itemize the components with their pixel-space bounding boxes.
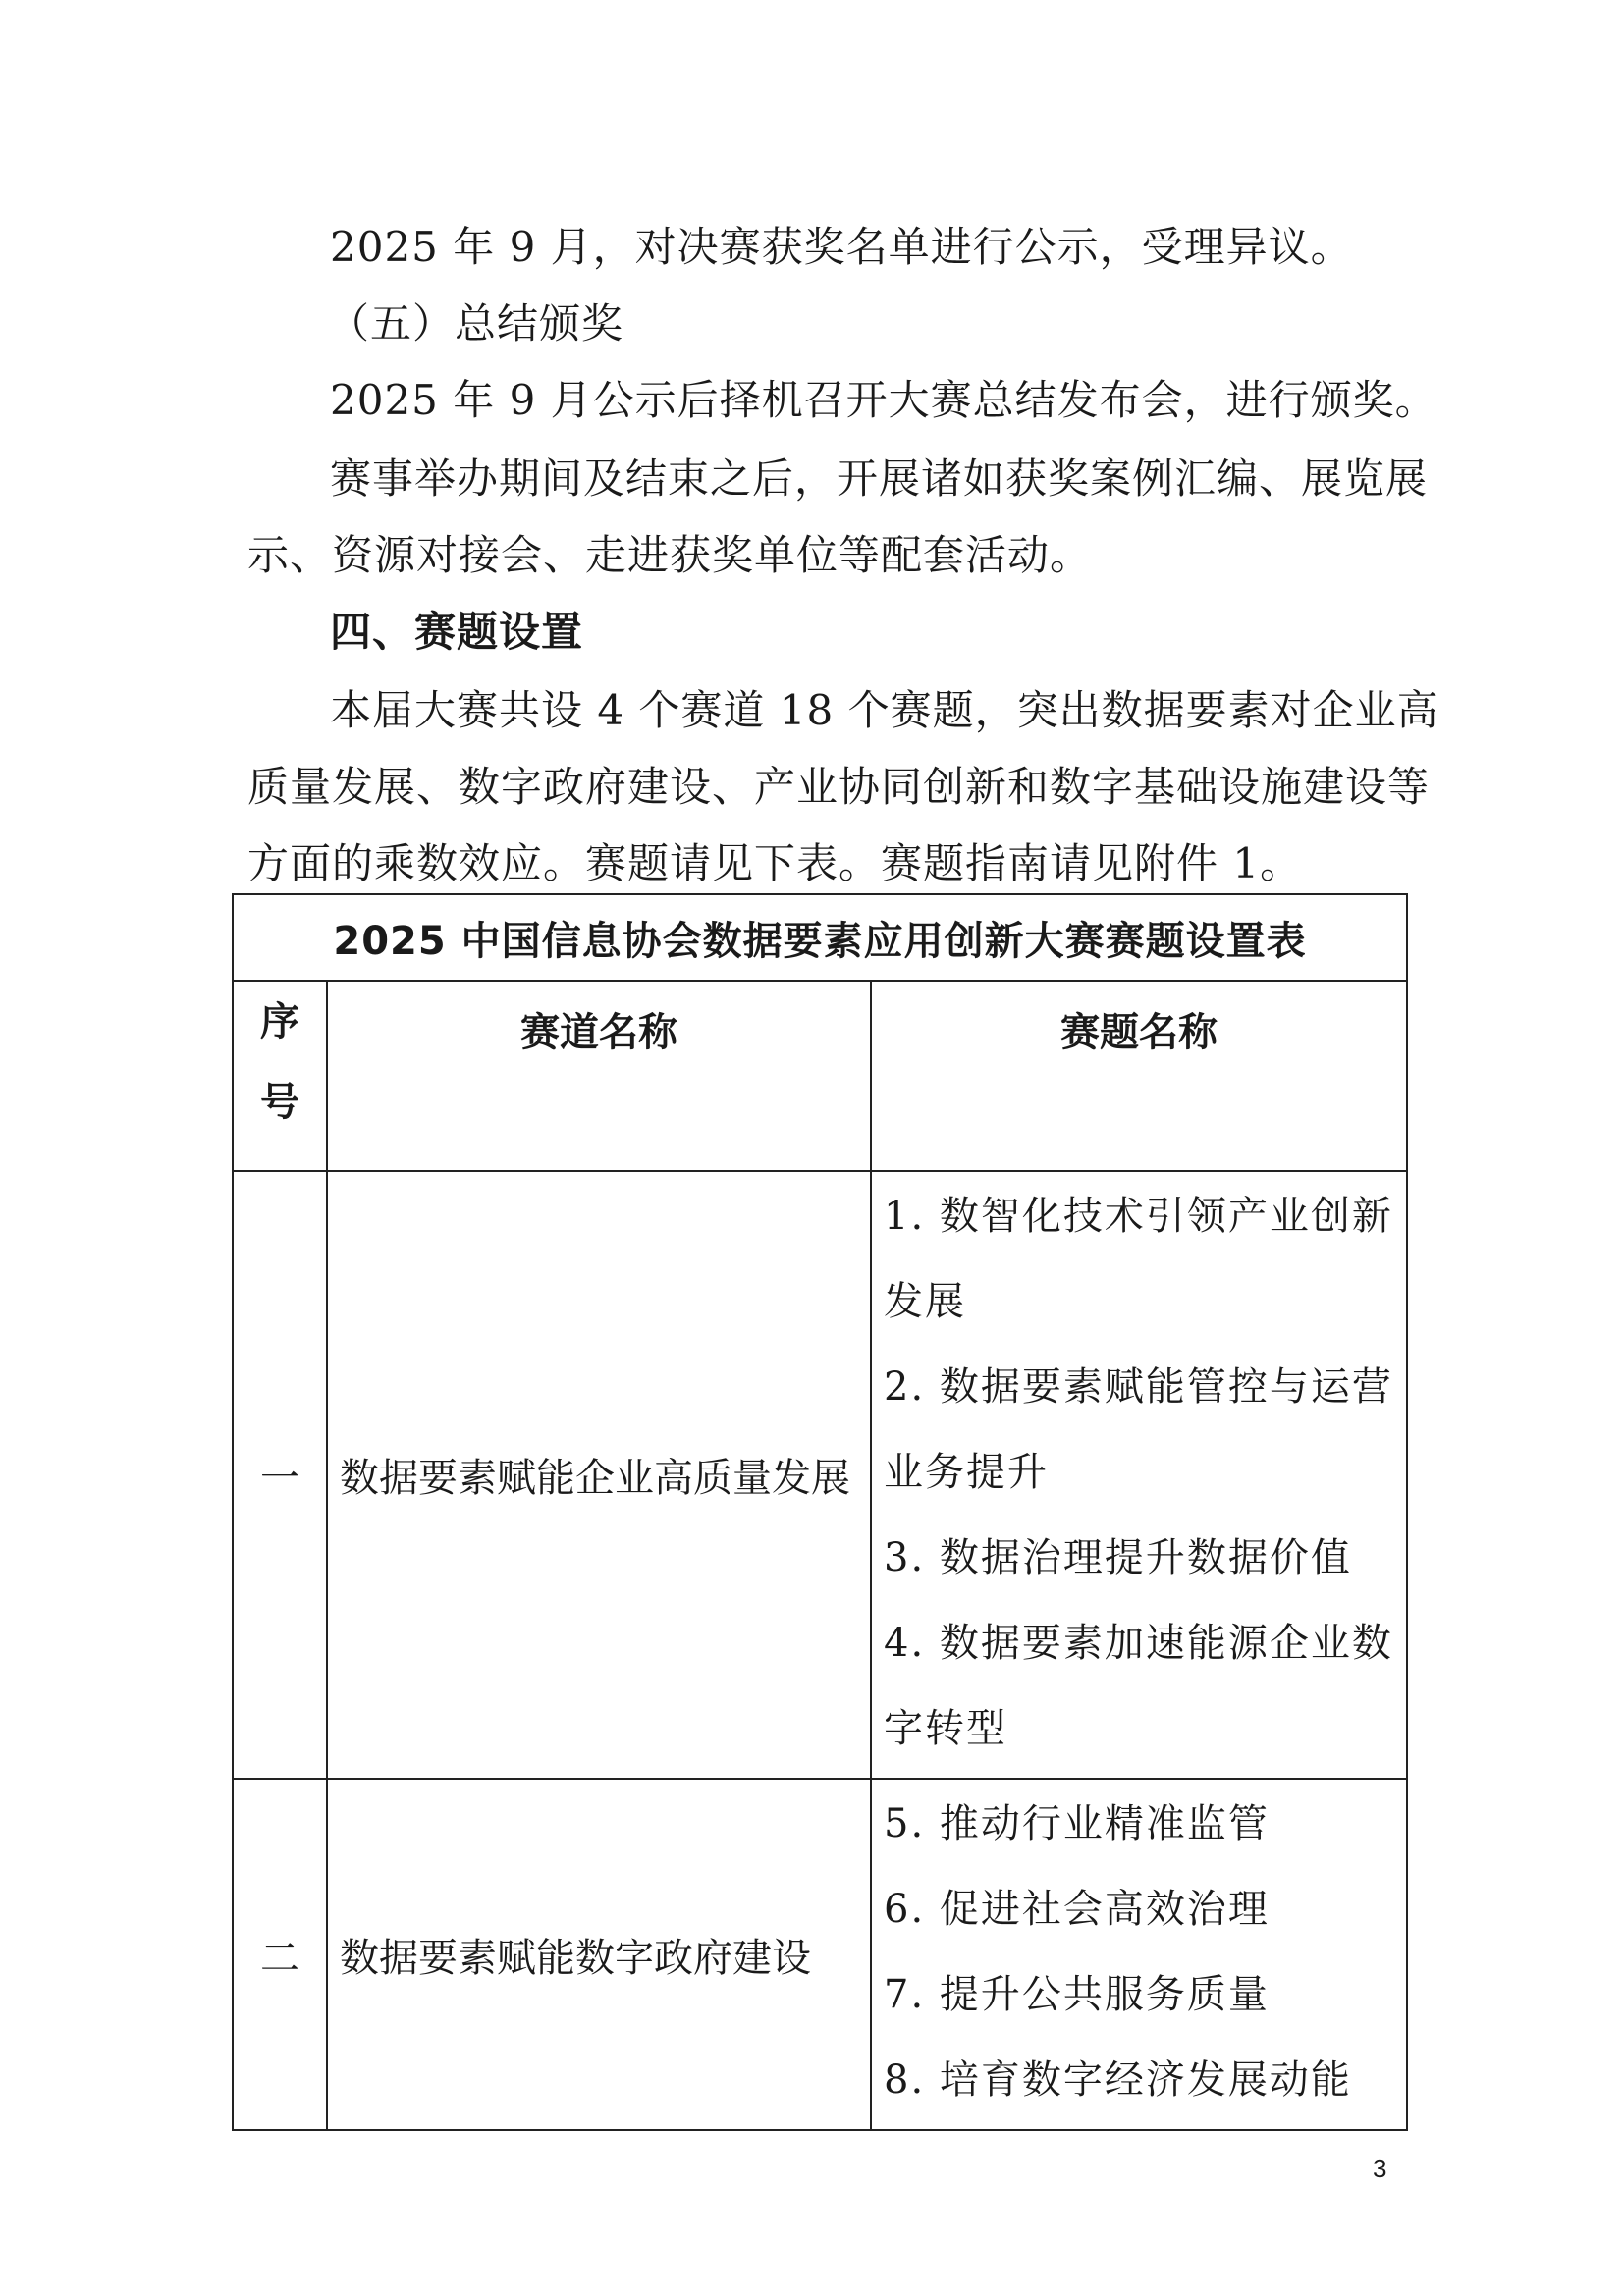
topic-item: 4. 数据要素加速能源企业数字转型 — [884, 1621, 1393, 1751]
topic-item: 5. 推动行业精准监管 — [884, 1801, 1270, 1846]
table-title: 2025 中国信息协会数据要素应用创新大赛赛题设置表 — [233, 894, 1407, 981]
header-topic: 赛题名称 — [871, 981, 1407, 1171]
table-row — [233, 1779, 1407, 2130]
topic-item: 3. 数据治理提升数据价值 — [884, 1535, 1352, 1580]
topic-item: 6. 促进社会高效治理 — [884, 1887, 1270, 1932]
table-row — [233, 1171, 1407, 1779]
track-name: 数据要素赋能企业高质量发展 — [327, 1171, 871, 1779]
row-index: 一 — [233, 1171, 327, 1779]
page-number: 3 — [1373, 2154, 1387, 2183]
track-name: 数据要素赋能数字政府建设 — [327, 1779, 871, 2130]
header-seq — [233, 981, 327, 1171]
paragraph-1: 2025 年 9 月，对决赛获奖名单进行公示，受理异议。 — [330, 223, 1353, 271]
topic-item: 2. 数据要素赋能管控与运营业务提升 — [884, 1364, 1393, 1495]
header-seq-char-2: 号 — [260, 1080, 299, 1125]
paragraph-5-line-3: 方面的乘数效应。赛题请见下表。赛题指南请见附件 1。 — [247, 839, 1303, 887]
topic-list — [871, 1779, 1407, 2130]
topic-item: 1. 数智化技术引领产业创新发展 — [884, 1194, 1393, 1324]
paragraph-4-line-1: 赛事举办期间及结束之后，开展诸如获奖案例汇编、展览展 — [330, 454, 1429, 503]
subheading-5: （五）总结颁奖 — [328, 299, 624, 347]
topic-list — [871, 1171, 1407, 1779]
paragraph-5-line-2: 质量发展、数字政府建设、产业协同创新和数字基础设施建设等 — [247, 763, 1431, 811]
table-header-row — [233, 981, 1407, 1171]
row-index: 二 — [233, 1779, 327, 2130]
topic-item: 8. 培育数字经济发展动能 — [884, 2057, 1352, 2103]
header-seq-char-1: 序 — [260, 999, 299, 1044]
paragraph-5-line-1: 本届大赛共设 4 个赛道 18 个赛题，突出数据要素对企业高 — [330, 686, 1439, 734]
section-heading-4: 四、赛题设置 — [330, 608, 584, 656]
header-track: 赛道名称 — [327, 981, 871, 1171]
topic-item: 7. 提升公共服务质量 — [884, 1972, 1270, 2017]
topic-settings-table — [232, 893, 1408, 2131]
paragraph-3: 2025 年 9 月公示后择机召开大赛总结发布会，进行颁奖。 — [330, 376, 1437, 424]
paragraph-4-line-2: 示、资源对接会、走进获奖单位等配套活动。 — [247, 531, 1093, 579]
